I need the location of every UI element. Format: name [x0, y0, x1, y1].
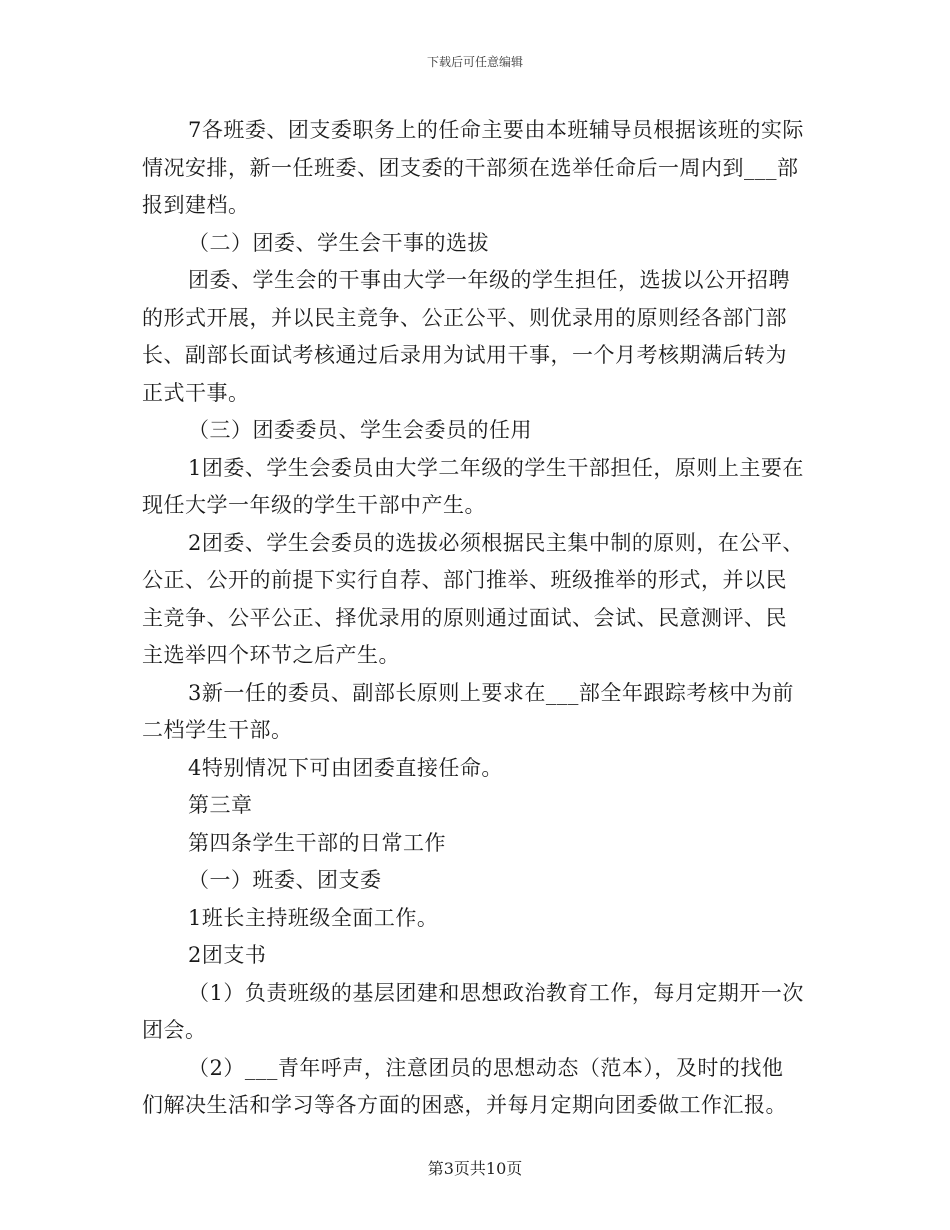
- page-footer-indicator: 第3页共10页: [427, 1159, 523, 1178]
- text-line: （二）团委、学生会干事的选拔: [188, 230, 489, 255]
- text-line: 1团委、学生会委员由大学二年级的学生干部担任，原则上主要在: [188, 455, 804, 480]
- text-line: 长、副部长面试考核通过后录用为试用干事，一个月考核期满后转为: [142, 343, 787, 367]
- text-line: 正式干事。: [142, 380, 250, 405]
- text-line: 主选举四个环节之后产生。: [142, 643, 400, 667]
- text-line: 团委、学生会的干事由大学一年级的学生担任，选拔以公开招聘: [188, 268, 790, 292]
- text-line: 主竞争、公平公正、择优录用的原则通过面试、会试、民意测评、民: [142, 605, 787, 630]
- text-line: 情况安排，新一任班委、团支委的干部须在选举任命后一周内到___部: [142, 155, 799, 180]
- text-line: 3新一任的委员、副部长原则上要求在___部全年跟踪考核中为前: [188, 680, 794, 705]
- text-line: 团会。: [142, 1018, 207, 1042]
- text-line: 现任大学一年级的学生干部中产生。: [142, 493, 486, 517]
- text-line: 2团委、学生会委员的选拔必须根据民主集中制的原则，在公平、: [188, 530, 804, 555]
- text-line: （三）团委委员、学生会委员的任用: [188, 418, 532, 442]
- text-line: （一）班委、团支委: [188, 868, 382, 892]
- text-line: 报到建档。: [142, 193, 250, 217]
- text-line: 2团支书: [188, 943, 267, 967]
- text-line: 公正、公开的前提下实行自荐、部门推举、班级推举的形式，并以民: [142, 568, 787, 592]
- text-line: 4特别情况下可由团委直接任命。: [188, 755, 503, 780]
- text-line: 1班长主持班级全面工作。: [188, 905, 439, 930]
- text-line: 二档学生干部。: [142, 718, 293, 742]
- text-line: （1）负责班级的基层团建和思想政治教育工作，每月定期开一次: [188, 980, 804, 1005]
- text-line: 第三章: [188, 793, 253, 817]
- text-line: （2）___青年呼声，注意团员的思想动态（范本），及时的找他: [188, 1055, 784, 1080]
- document-body: [142, 112, 810, 1125]
- page-header-note: 下载后可任意编辑: [426, 55, 523, 69]
- text-line: 的形式开展，并以民主竞争、公正公平、则优录用的原则经各部门部: [142, 305, 787, 330]
- text-line: 第四条学生干部的日常工作: [188, 830, 446, 855]
- text-line: 7各班委、团支委职务上的任命主要由本班辅导员根据该班的实际: [188, 118, 804, 142]
- text-line: 们解决生活和学习等各方面的困惑，并每月定期向团委做工作汇报。: [142, 1093, 787, 1117]
